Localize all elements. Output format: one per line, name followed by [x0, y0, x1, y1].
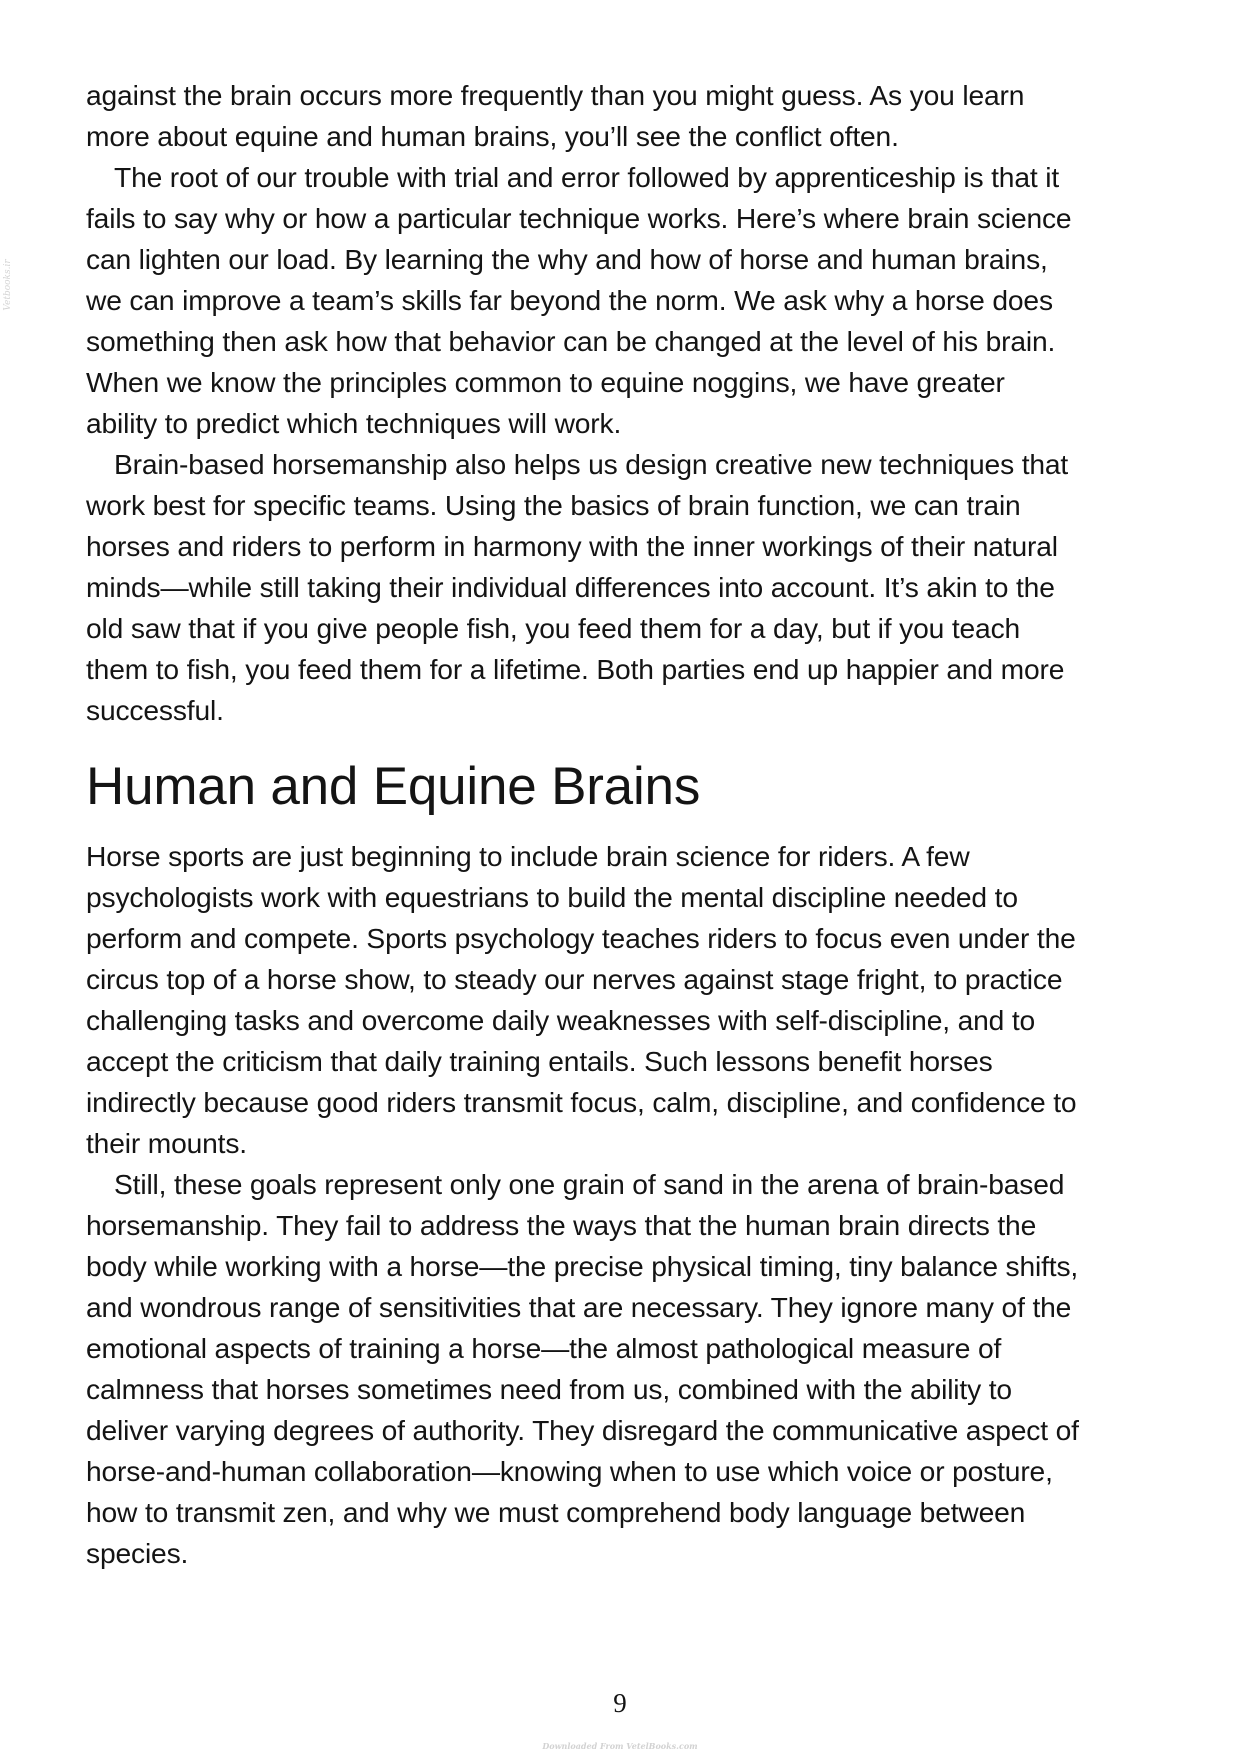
text-line: The root of our trouble with trial and error followed by apprenticeship is that it	[114, 161, 1060, 193]
text-line: we can improve a team’s skills far beyond the norm. We ask why a horse does	[86, 284, 1053, 316]
text-line: against the brain occurs more frequently than you might guess. As you learn	[86, 79, 1025, 111]
text-line: indirectly because good riders transmit focus, calm, discipline, and confidence to	[86, 1086, 1077, 1118]
paragraph	[86, 157, 1166, 444]
page-number: 9	[613, 1688, 627, 1718]
text-line: deliver varying degrees of authority. They disregard the communicative aspect of	[86, 1414, 1079, 1446]
text-line: Horse sports are just beginning to include brain science for riders. A few	[86, 840, 970, 872]
text-line: them to fish, you feed them for a lifetime. Both parties end up happier and more	[86, 653, 1065, 685]
text-line: body while working with a horse—the precise physical timing, tiny balance shifts,	[86, 1250, 1079, 1282]
text-line: challenging tasks and overcome daily weaknesses with self-discipline, and to	[86, 1004, 1036, 1036]
text-line: psychologists work with equestrians to build the mental discipline needed to	[86, 881, 1018, 913]
text-line: ability to predict which techniques will work.	[86, 407, 622, 439]
paragraph	[86, 75, 1166, 157]
text-line: emotional aspects of training a horse—the almost pathological measure of	[86, 1332, 1002, 1364]
text-line: species.	[86, 1537, 189, 1569]
text-line: and wondrous range of sensitivities that are necessary. They ignore many of the	[86, 1291, 1072, 1323]
text-line: horsemanship. They fail to address the ways that the human brain directs the	[86, 1209, 1037, 1241]
text-line: more about equine and human brains, you’ll see the conflict often.	[86, 120, 899, 152]
text-line: their mounts.	[86, 1127, 247, 1159]
text-line: successful.	[86, 694, 224, 726]
body-text-section	[86, 836, 1166, 1574]
text-line: accept the criticism that daily training entails. Such lessons benefit horses	[86, 1045, 993, 1077]
paragraph	[86, 444, 1166, 731]
text-line: Brain-based horsemanship also helps us design creative new techniques that	[114, 448, 1069, 480]
section-heading: Human and Equine Brains	[86, 757, 701, 816]
paragraph	[86, 836, 1166, 1164]
body-text-top	[86, 75, 1166, 731]
text-line: can lighten our load. By learning the why and how of horse and human brains,	[86, 243, 1048, 275]
text-line: work best for specific teams. Using the basics of brain function, we can train	[86, 489, 1021, 521]
text-line: circus top of a horse show, to steady our nerves against stage fright, to practice	[86, 963, 1063, 995]
text-line: horse-and-human collaboration—knowing when to use which voice or posture,	[86, 1455, 1053, 1487]
footer-watermark: Downloaded From VetelBooks.com	[542, 1741, 698, 1751]
text-line: fails to say why or how a particular technique works. Here’s where brain science	[86, 202, 1072, 234]
text-line: When we know the principles common to equine noggins, we have greater	[86, 366, 1005, 398]
side-watermark: Vetbooks.ir	[3, 259, 13, 311]
text-line: calmness that horses sometimes need from us, combined with the ability to	[86, 1373, 1012, 1405]
text-line: how to transmit zen, and why we must comprehend body language between	[86, 1496, 1026, 1528]
text-line: horses and riders to perform in harmony with the inner workings of their natural	[86, 530, 1058, 562]
text-line: minds—while still taking their individual differences into account. It’s akin to the	[86, 571, 1055, 603]
text-line: something then ask how that behavior can be changed at the level of his brain.	[86, 325, 1056, 357]
text-line: perform and compete. Sports psychology teaches riders to focus even under the	[86, 922, 1076, 954]
text-line: Still, these goals represent only one grain of sand in the arena of brain-based	[114, 1168, 1065, 1200]
text-line: old saw that if you give people fish, you feed them for a day, but if you teach	[86, 612, 1021, 644]
paragraph	[86, 1164, 1166, 1574]
